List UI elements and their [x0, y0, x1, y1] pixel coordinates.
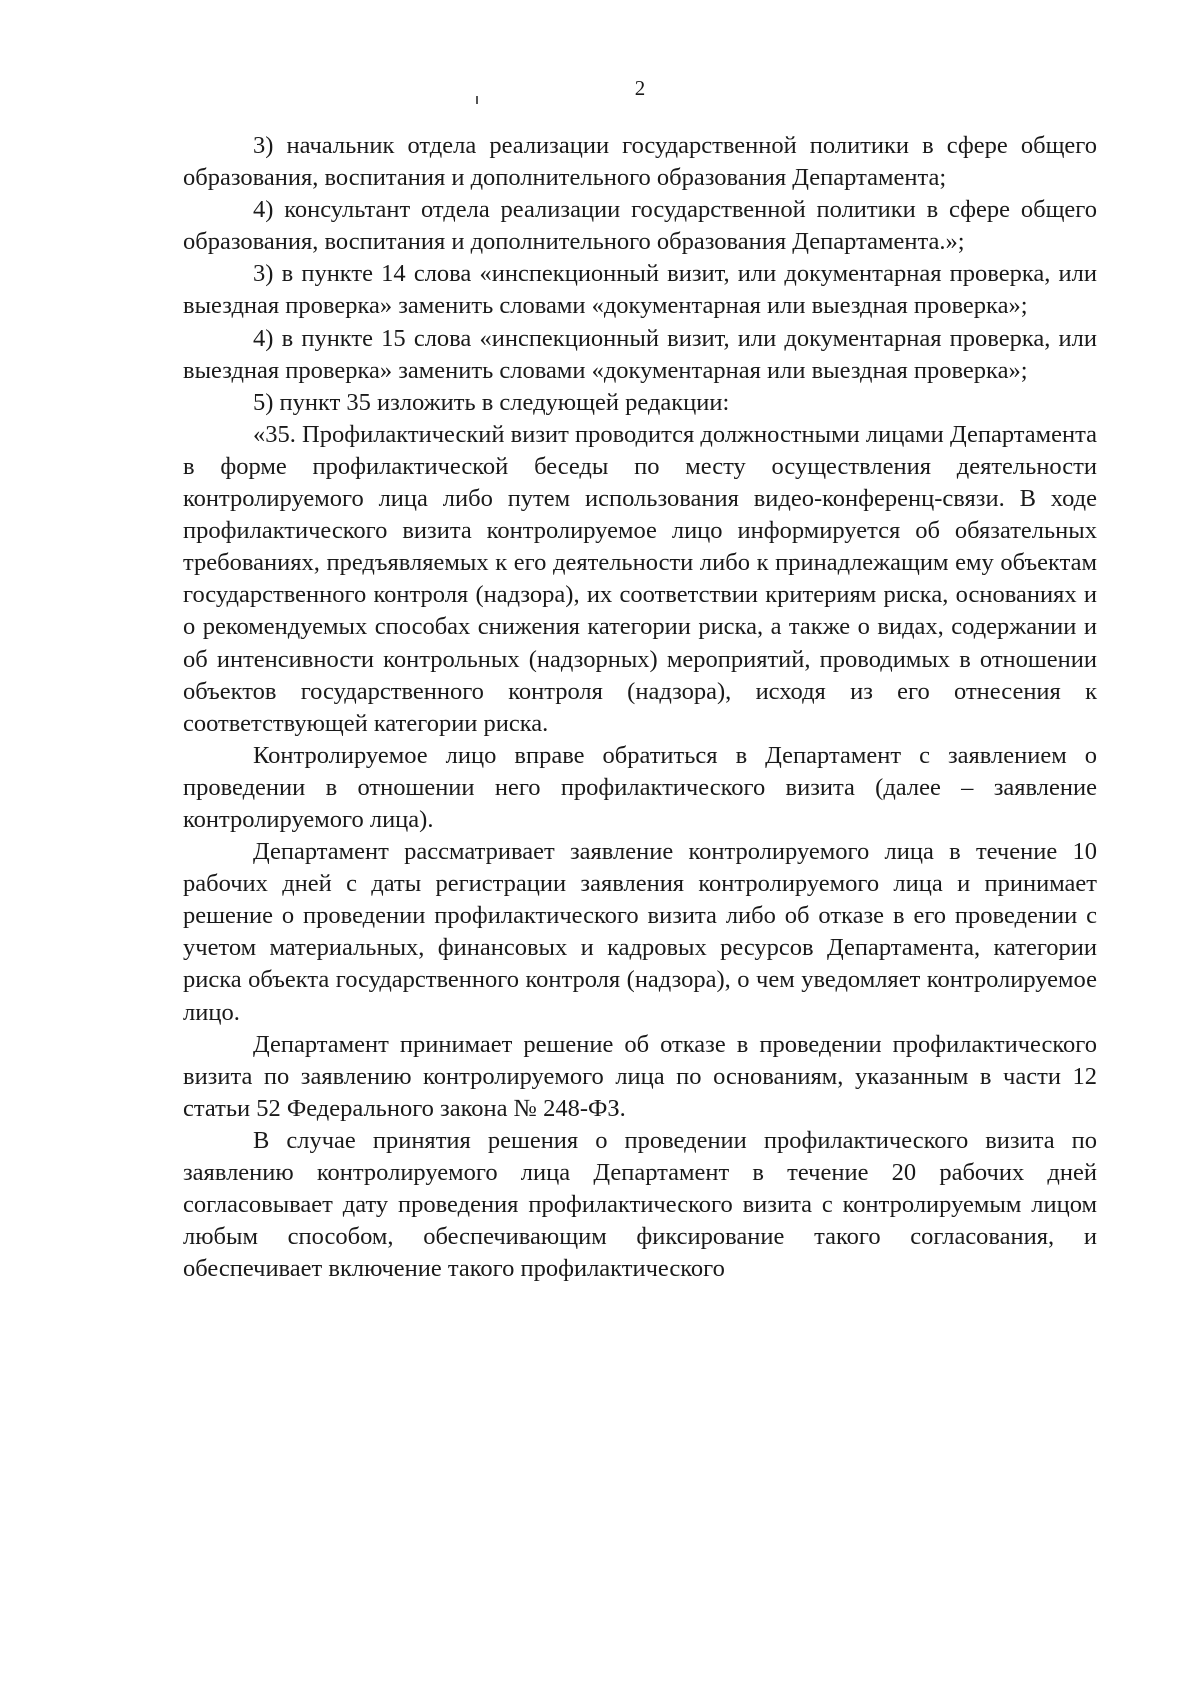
- paragraph-5: 5) пункт 35 изложить в следующей редакции:: [253, 388, 730, 416]
- paragraph-3: 3) в пункте 14 слова «инспекционный визит, или документарная проверка, или выездная проверка» заменить словами «документарная или выездная проверка»;: [183, 260, 1097, 320]
- paragraph-10: В случае принятия решения о проведении профилактического визита по заявлению контролируемого лица Департамент в течение 20 рабочих дней согласовывает дату проведения профилактического визита с контролируемым лицом любым способом, обеспечивающим фиксирование такого согласования, и обеспечивает включение такого профилактического: [183, 1126, 1097, 1283]
- paragraph-7: Контролируемое лицо вправе обратиться в Департамент с заявлением о проведении в отношении него профилактического визита (далее – заявление контролируемого лица).: [183, 741, 1097, 833]
- paragraph-4: 4) в пункте 15 слова «инспекционный визит, или документарная проверка, или выездная проверка» заменить словами «документарная или выездная проверка»;: [183, 324, 1097, 384]
- paragraph-8: Департамент рассматривает заявление контролируемого лица в течение 10 рабочих дней с даты регистрации заявления контролируемого лица и принимает решение о проведении профилактического визита либо об отказе в его проведении с учетом материальных, финансовых и кадровых ресурсов Департамента, категории риска объекта государственного контроля (надзора), о чем уведомляет контролируемое лицо.: [183, 838, 1097, 1026]
- paragraph-1: 3) начальник отдела реализации государственной политики в сфере общего образования, воспитания и дополнительного образования Департамента;: [183, 132, 1097, 192]
- paragraph-6: «35. Профилактический визит проводится должностными лицами Департамента в форме профилактической беседы по месту осуществления деятельности контролируемого лица либо путем использования видео-конференц-связи. В ходе профилактического визита контролируемое лицо информируется об обязательных требованиях, предъявляемых к его деятельности либо к принадлежащим ему объектам государственного контроля (надзора), их соответствии критериям риска, основаниях и о рекомендуемых способах снижения категории риска, а также о видах, содержании и об интенсивности контрольных (надзорных) мероприятий, проводимых в отношении объектов государственного контроля (надзора), исходя из его отнесения к соответствующей категории риска.: [183, 420, 1097, 737]
- document-body: [183, 130, 1097, 1285]
- scan-artifact: [476, 96, 478, 104]
- page-number: 2: [634, 76, 646, 100]
- paragraph-9: Департамент принимает решение об отказе в проведении профилактического визита по заявлению контролируемого лица по основаниям, указанным в части 12 статьи 52 Федерального закона № 248-ФЗ.: [183, 1030, 1097, 1122]
- paragraph-2: 4) консультант отдела реализации государственной политики в сфере общего образования, воспитания и дополнительного образования Департамента.»;: [183, 196, 1097, 256]
